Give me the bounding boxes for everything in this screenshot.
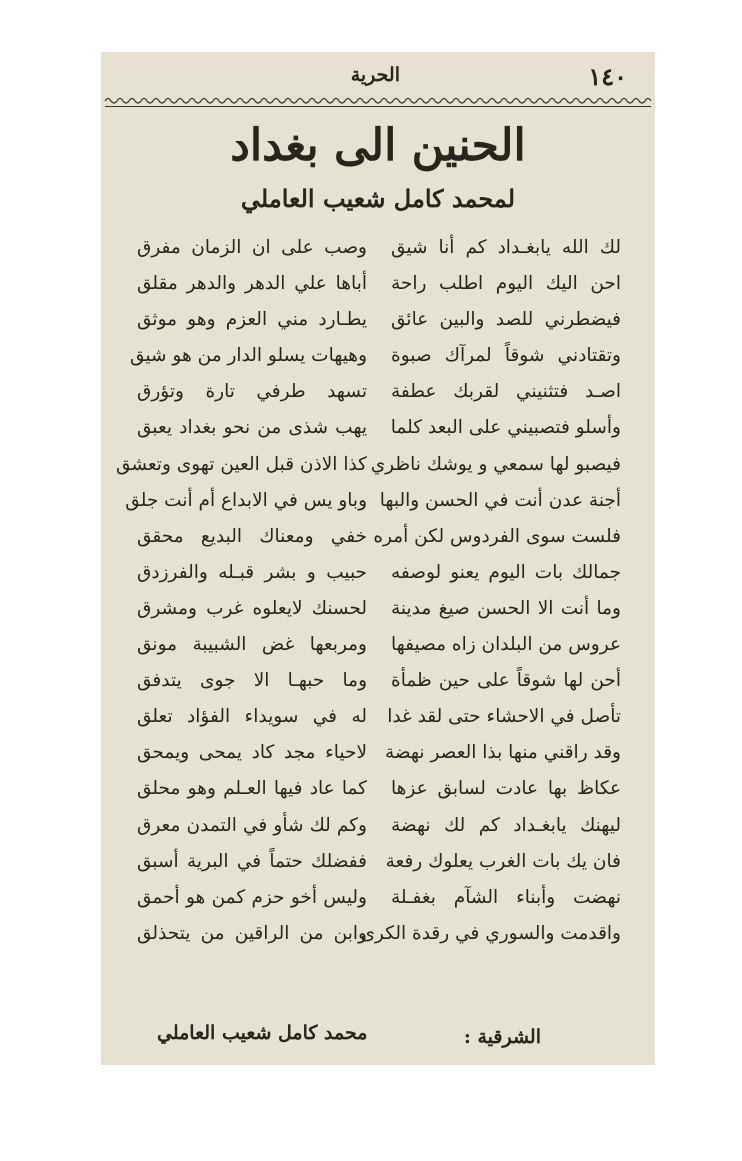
couplet [137,266,621,302]
first-hemistich: فان يك بات الغرب يعلوك رفعة [385,850,621,872]
first-hemistich: واقدمت والسوري في رقدة الكرى [360,922,621,944]
first-hemistich: عروس من البلدان زاه مصيفها [390,634,621,656]
second-hemistich: أباها علي الدهر والدهر مقلق [137,273,367,295]
couplet [137,374,621,410]
poem-author: لمحمد كامل شعيب العاملي [240,184,516,213]
second-hemistich: وهيهات يسلو الدار من هو شيق [130,345,367,367]
couplet [137,808,621,844]
second-hemistich: يطـارد مني العزم وهو موثق [137,309,367,331]
scanned-page [101,52,655,1065]
second-hemistich: وليس أخو حزم كمن هو أحمق [137,886,367,908]
couplet [137,663,621,699]
second-hemistich: كذا الاذن قبل العين تهوى وتعشق [115,453,367,475]
first-hemistich: أحن لها شوقاً على حين ظمأة [391,670,621,692]
first-hemistich: فيضطرني للصد والبين عائق [391,309,621,331]
decorative-wavy-rule [105,96,651,108]
first-hemistich: تأصل في الاحشاء حتى لقد غدا [387,706,621,728]
running-head: الحرية [350,64,400,86]
first-hemistich: وما أنت الا الحسن صيغ مدينة [391,597,621,619]
second-hemistich: تسهد طرفي تارة وتؤرق [137,381,367,403]
first-hemistich: لك الله يابغـداد كم أنا شيق [391,237,621,258]
couplet [137,771,621,807]
first-hemistich: جمالك بات اليوم يعنو لوصفه [391,561,621,583]
first-hemistich: وقد راقني منها بذا العصر نهضة [384,742,621,764]
couplet [137,627,621,663]
couplet [115,447,621,483]
couplet [137,844,621,880]
first-hemistich: وأسلو فتصبيني على البعد كلما [390,417,621,439]
first-hemistich: عكاظ بها عادت لسابق عزها [391,778,621,800]
second-hemistich: ومربعها غض الشبيبة مونق [137,634,367,656]
couplet [137,302,621,338]
second-hemistich: وابن من الراقين من يتحذلق [137,922,367,944]
second-hemistich: وباو يس في الابداع أم أنت جلق [125,489,367,511]
first-hemistich: احن اليك اليوم اطلب راحة [391,273,621,295]
first-hemistich: ليهنك يابغـداد كم لك نهضة [391,814,621,836]
couplet [137,519,621,555]
signature: محمد كامل شعيب العاملي [157,1022,368,1044]
first-hemistich: نهضت وأبناء الشآم بغفـلة [391,886,621,908]
second-hemistich: وما حبهـا الا جوى يتدفق [137,670,367,692]
source-label: الشرقية : [463,1026,541,1048]
first-hemistich: وتقتادني شوقاً لمرآك صبوة [391,345,621,367]
couplet [137,699,621,735]
second-hemistich: لحسنك لايعلوه غرب ومشرق [137,597,367,619]
poem-body [115,230,621,952]
first-hemistich: أجنة عدن أنت في الحسن والبها [379,489,621,511]
first-hemistich: فلست سوى الفردوس لكن أمره [373,525,621,547]
second-hemistich: كما عاد فيها العـلم وهو محلق [137,778,367,800]
couplet [125,483,621,519]
couplet [137,230,621,266]
second-hemistich: وصب على ان الزمان مفرق [137,237,367,258]
second-hemistich: ففضلك حتماً في البرية أسبق [137,850,367,872]
page-number: ١٤٠ [588,62,627,91]
first-hemistich: فيصبو لها سمعي و يوشك ناظري [370,453,621,475]
couplet [137,735,621,771]
couplet [137,555,621,591]
couplet [137,916,621,952]
second-hemistich: يهب شذى من نحو بغداد يعبق [137,417,367,439]
second-hemistich: لاحياء مجد كاد يمحى ويمحق [137,742,367,764]
second-hemistich: خفي ومعناك البديع محقق [137,525,367,547]
couplet [130,338,621,374]
second-hemistich: له في سويداء الفؤاد تعلق [137,706,367,728]
first-hemistich: اصـد فتثنيني لقربك عطفة [391,381,621,403]
poem-title: الحنين الى بغداد [230,120,526,171]
second-hemistich: حبيب و بشر قبـله والفرزدق [137,561,367,583]
page-header [101,58,655,94]
second-hemistich: وكم لك شأو في التمدن معرق [137,814,367,836]
couplet [137,880,621,916]
couplet [137,591,621,627]
couplet [137,410,621,446]
